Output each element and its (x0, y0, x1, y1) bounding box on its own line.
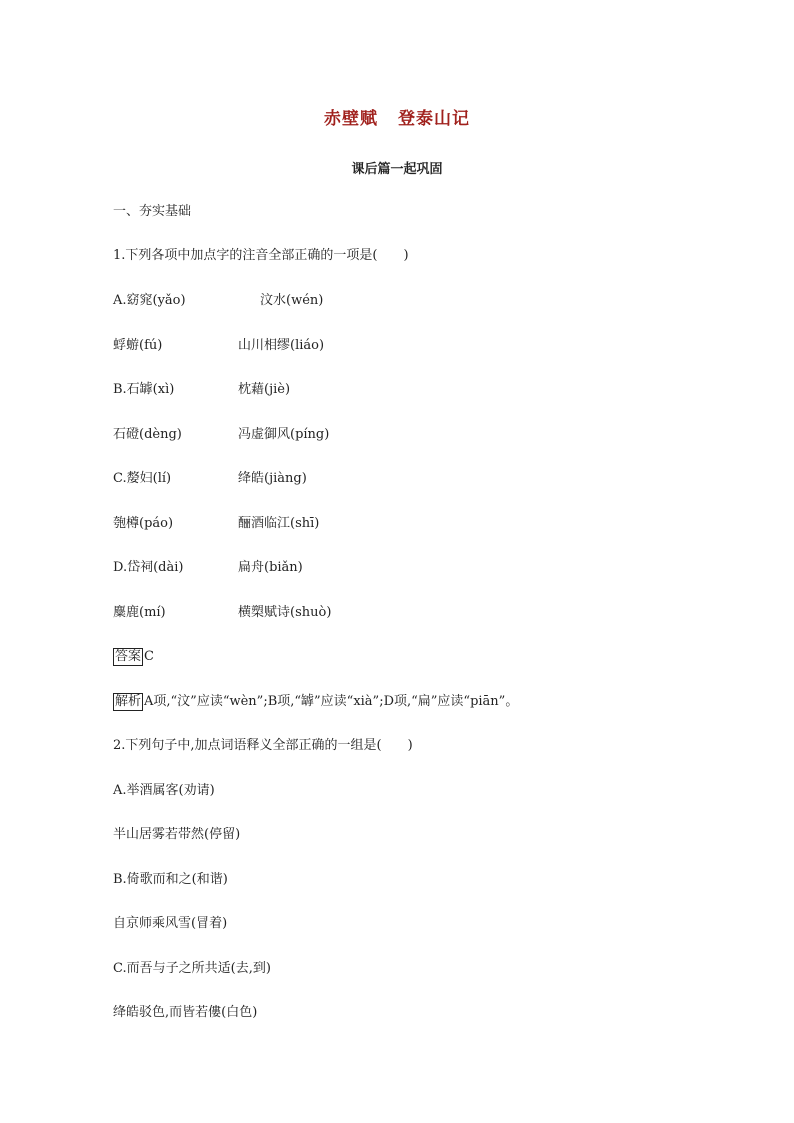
q1-row-4 (113, 426, 330, 444)
section-heading: 一、夯实基础 (113, 204, 192, 219)
analysis-text: A项,“汶”应读“wèn”;B项,“罅”应读“xià”;D项,“扁”应读“piān”。 (144, 694, 519, 709)
question-2-stem: 2.下列句子中,加点词语释义全部正确的一组是( ) (113, 738, 413, 753)
q1-row-6 (113, 515, 320, 533)
q1-row-4-left: 石磴(dèng) (113, 427, 182, 442)
q1-row-7-right: 扁舟(biǎn) (238, 560, 303, 575)
q1-row-5 (113, 470, 307, 488)
answer-value: C (144, 649, 154, 664)
q1-row-1 (113, 292, 324, 310)
q2-line-2: 半山居雾若带然(停留) (113, 827, 241, 842)
q2-line-4: 自京师乘风雪(冒着) (113, 916, 228, 931)
q1-row-4-right: 冯虚御风(píng) (238, 427, 330, 442)
q1-row-3-left: B.石罅(xì) (113, 382, 175, 397)
q1-row-2-right: 山川相缪(liáo) (238, 338, 325, 353)
q1-row-3 (113, 381, 291, 399)
q1-row-1-right: 汶水(wén) (260, 293, 324, 308)
q1-row-2 (113, 337, 325, 355)
title-part-2: 登泰山记 (398, 109, 470, 129)
q1-row-8-right: 横槊赋诗(shuò) (238, 605, 332, 620)
q2-line-3: B.倚歌而和之(和谐) (113, 872, 228, 887)
q1-row-6-right: 酾酒临江(shī) (238, 516, 320, 531)
q1-row-7-left: D.岱祠(dài) (113, 560, 184, 575)
q1-row-8-left: 麋鹿(mí) (113, 605, 166, 620)
q1-row-5-left: C.嫠妇(lí) (113, 471, 172, 486)
q1-row-6-left: 匏樽(páo) (113, 516, 174, 531)
q1-row-3-right: 枕藉(jiè) (238, 382, 291, 397)
question-1-stem: 1.下列各项中加点字的注音全部正确的一项是( ) (113, 248, 409, 263)
q1-row-1-left: A.窈窕(yǎo) (113, 293, 186, 308)
title-part-1: 赤壁赋 (324, 109, 378, 129)
q1-row-7 (113, 559, 303, 577)
q1-row-8 (113, 604, 332, 622)
answer-label: 答案 (115, 649, 142, 664)
q1-answer (113, 648, 154, 666)
q2-line-5: C.而吾与子之所共适(去,到) (113, 961, 271, 976)
q1-row-5-right: 绛皓(jiàng) (238, 471, 307, 486)
q1-row-2-left: 蜉蝣(fú) (113, 338, 163, 353)
q1-analysis (113, 693, 518, 711)
document-subtitle: 课后篇一起巩固 (351, 162, 443, 177)
document-title (0, 104, 794, 129)
q2-line-6: 绛皓驳色,而皆若僂(白色) (113, 1005, 258, 1020)
analysis-label: 解析 (115, 694, 142, 709)
q2-line-1: A.举酒属客(劝请) (113, 783, 215, 798)
